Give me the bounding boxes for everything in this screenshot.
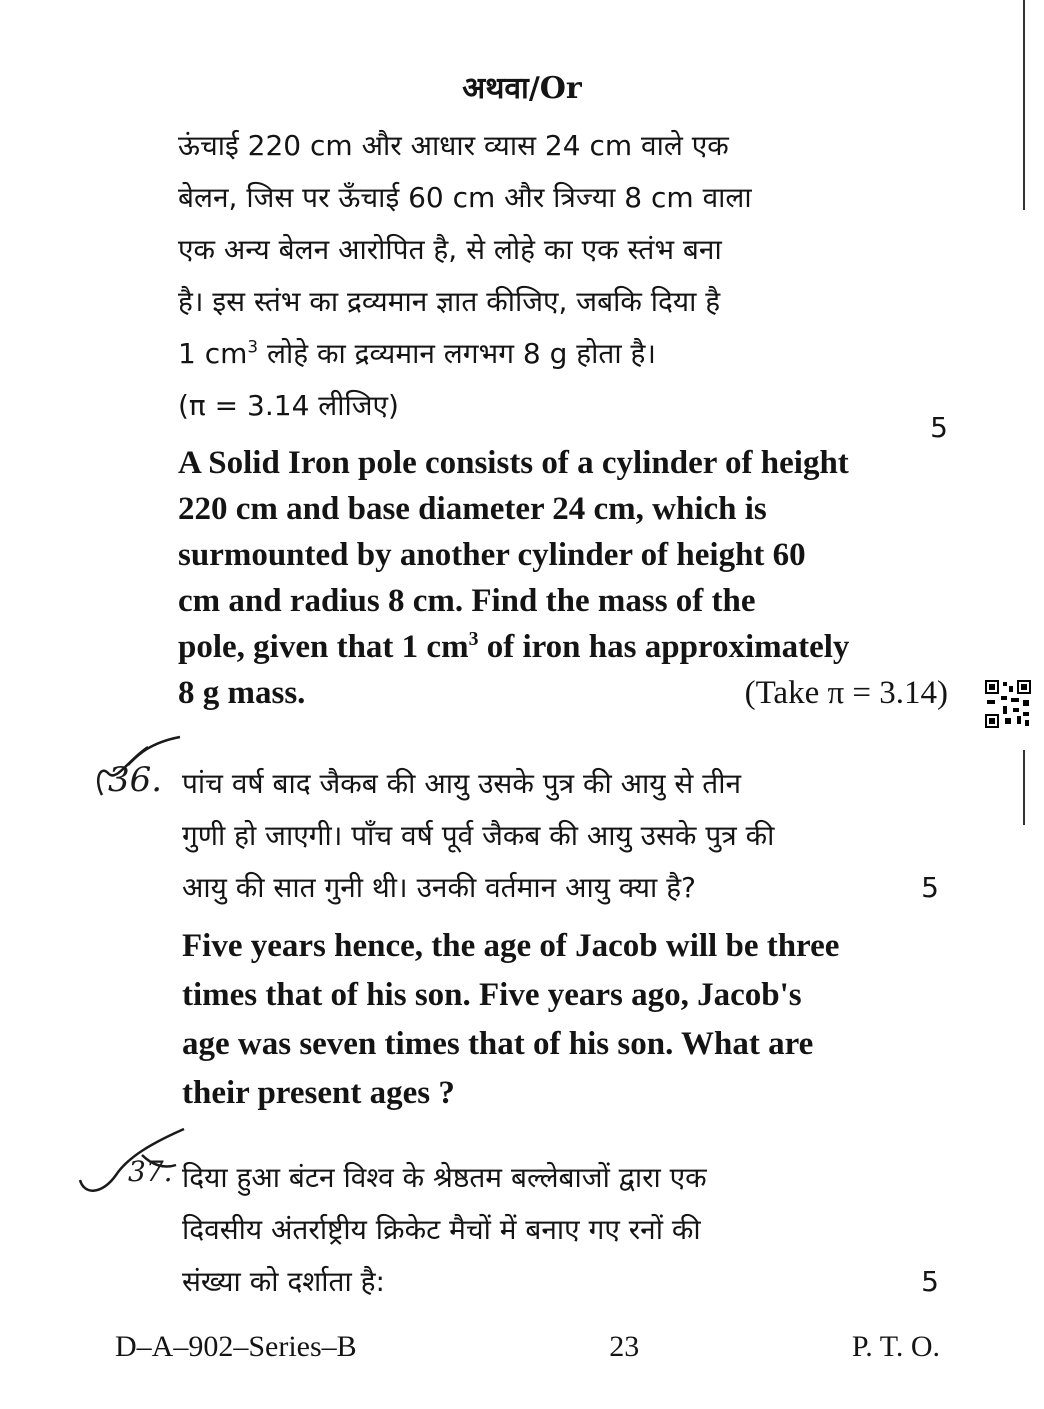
qr-code-icon	[985, 680, 1031, 728]
q35-english-line-6-row	[178, 670, 948, 716]
q37-hindi-line-3-row	[182, 1256, 942, 1308]
q36-hindi-line-3: आयु की सात गुनी थी। उनकी वर्तमान आयु क्या है?	[182, 871, 696, 904]
q35-or-hindi	[178, 120, 948, 444]
q35-english-line-2: 220 cm and base diameter 24 cm, which is	[178, 491, 767, 527]
q37-hindi-line-1: दिया हुआ बंटन विश्व के श्रेष्ठतम बल्लेबाजों द्वारा एक	[182, 1161, 707, 1194]
q35-hindi-line-5	[178, 328, 948, 380]
q35-english-line-3: surmounted by another cylinder of height 60	[178, 537, 806, 573]
q36-english-line-1: Five years hence, the age of Jacob will be three	[182, 928, 840, 964]
footer-series: D–A–902–Series–B	[115, 1330, 357, 1363]
q35-hindi-line-6-row	[178, 380, 948, 444]
q35-hindi-line-6: (π = 3.14 लीजिए)	[178, 389, 399, 422]
q35-english-line-6: 8 g mass.	[178, 675, 306, 711]
q37-hindi	[182, 1152, 942, 1308]
q35-marks: 5	[930, 411, 948, 444]
q35-hindi-line-5b: लोहे का द्रव्यमान लगभग 8 g होता है।	[258, 337, 656, 370]
q36-hindi-line-1: पांच वर्ष बाद जैकब की आयु उसके पुत्र की आयु से तीन	[182, 767, 742, 800]
q36-hindi-line-3-row	[182, 862, 942, 914]
q35-english-line-1: A Solid Iron pole consists of a cylinder of height	[178, 445, 849, 481]
q36-english-line-2: times that of his son. Five years ago, Jacob's	[182, 977, 802, 1013]
q35-english-line-5b: of iron has approximately	[478, 629, 850, 665]
q35-hindi-line-5a: 1 cm	[178, 337, 248, 370]
q35-english-sup: 3	[468, 628, 479, 650]
q36-marks: 5	[921, 871, 939, 904]
q35-or-english	[178, 440, 948, 716]
q35-english-line-5a: pole, given that 1 cm	[178, 629, 469, 665]
q35-hindi-line-1: ऊंचाई 220 cm और आधार व्यास 24 cm वाले एक	[178, 129, 729, 162]
q36-number: 36.	[108, 760, 163, 800]
q36-english-line-3: age was seven times that of his son. What are	[182, 1026, 814, 1062]
q35-hindi-line-2: बेलन, जिस पर ऊँचाई 60 cm और त्रिज्या 8 cm वाला	[178, 181, 752, 214]
footer-pto: P. T. O.	[851, 1330, 940, 1363]
q36-hindi	[182, 758, 942, 914]
footer-page-number: 23	[609, 1330, 640, 1363]
q36-english	[182, 922, 940, 1118]
q35-hindi-line-3: एक अन्य बेलन आरोपित है, से लोहे का एक स्तंभ बना	[178, 233, 722, 266]
q37-marks: 5	[921, 1265, 939, 1298]
or-heading: अथवा/Or	[462, 71, 582, 106]
margin-line-mid	[1023, 750, 1025, 825]
q36-hindi-line-2: गुणी हो जाएगी। पाँच वर्ष पूर्व जैकब की आयु उसके पुत्र की	[182, 819, 775, 852]
q35-english-line-4: cm and radius 8 cm. Find the mass of the	[178, 583, 756, 619]
q35-take-pi: (Take π = 3.14)	[744, 675, 948, 711]
q36-english-line-4: their present ages ?	[182, 1075, 455, 1111]
q37-hindi-line-3: संख्या को दर्शाता है:	[182, 1265, 385, 1298]
q35-hindi-line-4: है। इस स्तंभ का द्रव्यमान ज्ञात कीजिए, जबकि दिया है	[178, 285, 721, 318]
q37-number: 37.	[128, 1155, 173, 1188]
q37-hindi-line-2: दिवसीय अंतर्राष्ट्रीय क्रिकेट मैचों में बनाए गए रनों की	[182, 1213, 701, 1246]
margin-line-top	[1023, 0, 1025, 210]
q35-hindi-sup: 3	[247, 336, 259, 357]
page-footer	[115, 1330, 940, 1364]
q35-english-line-5	[178, 624, 948, 670]
